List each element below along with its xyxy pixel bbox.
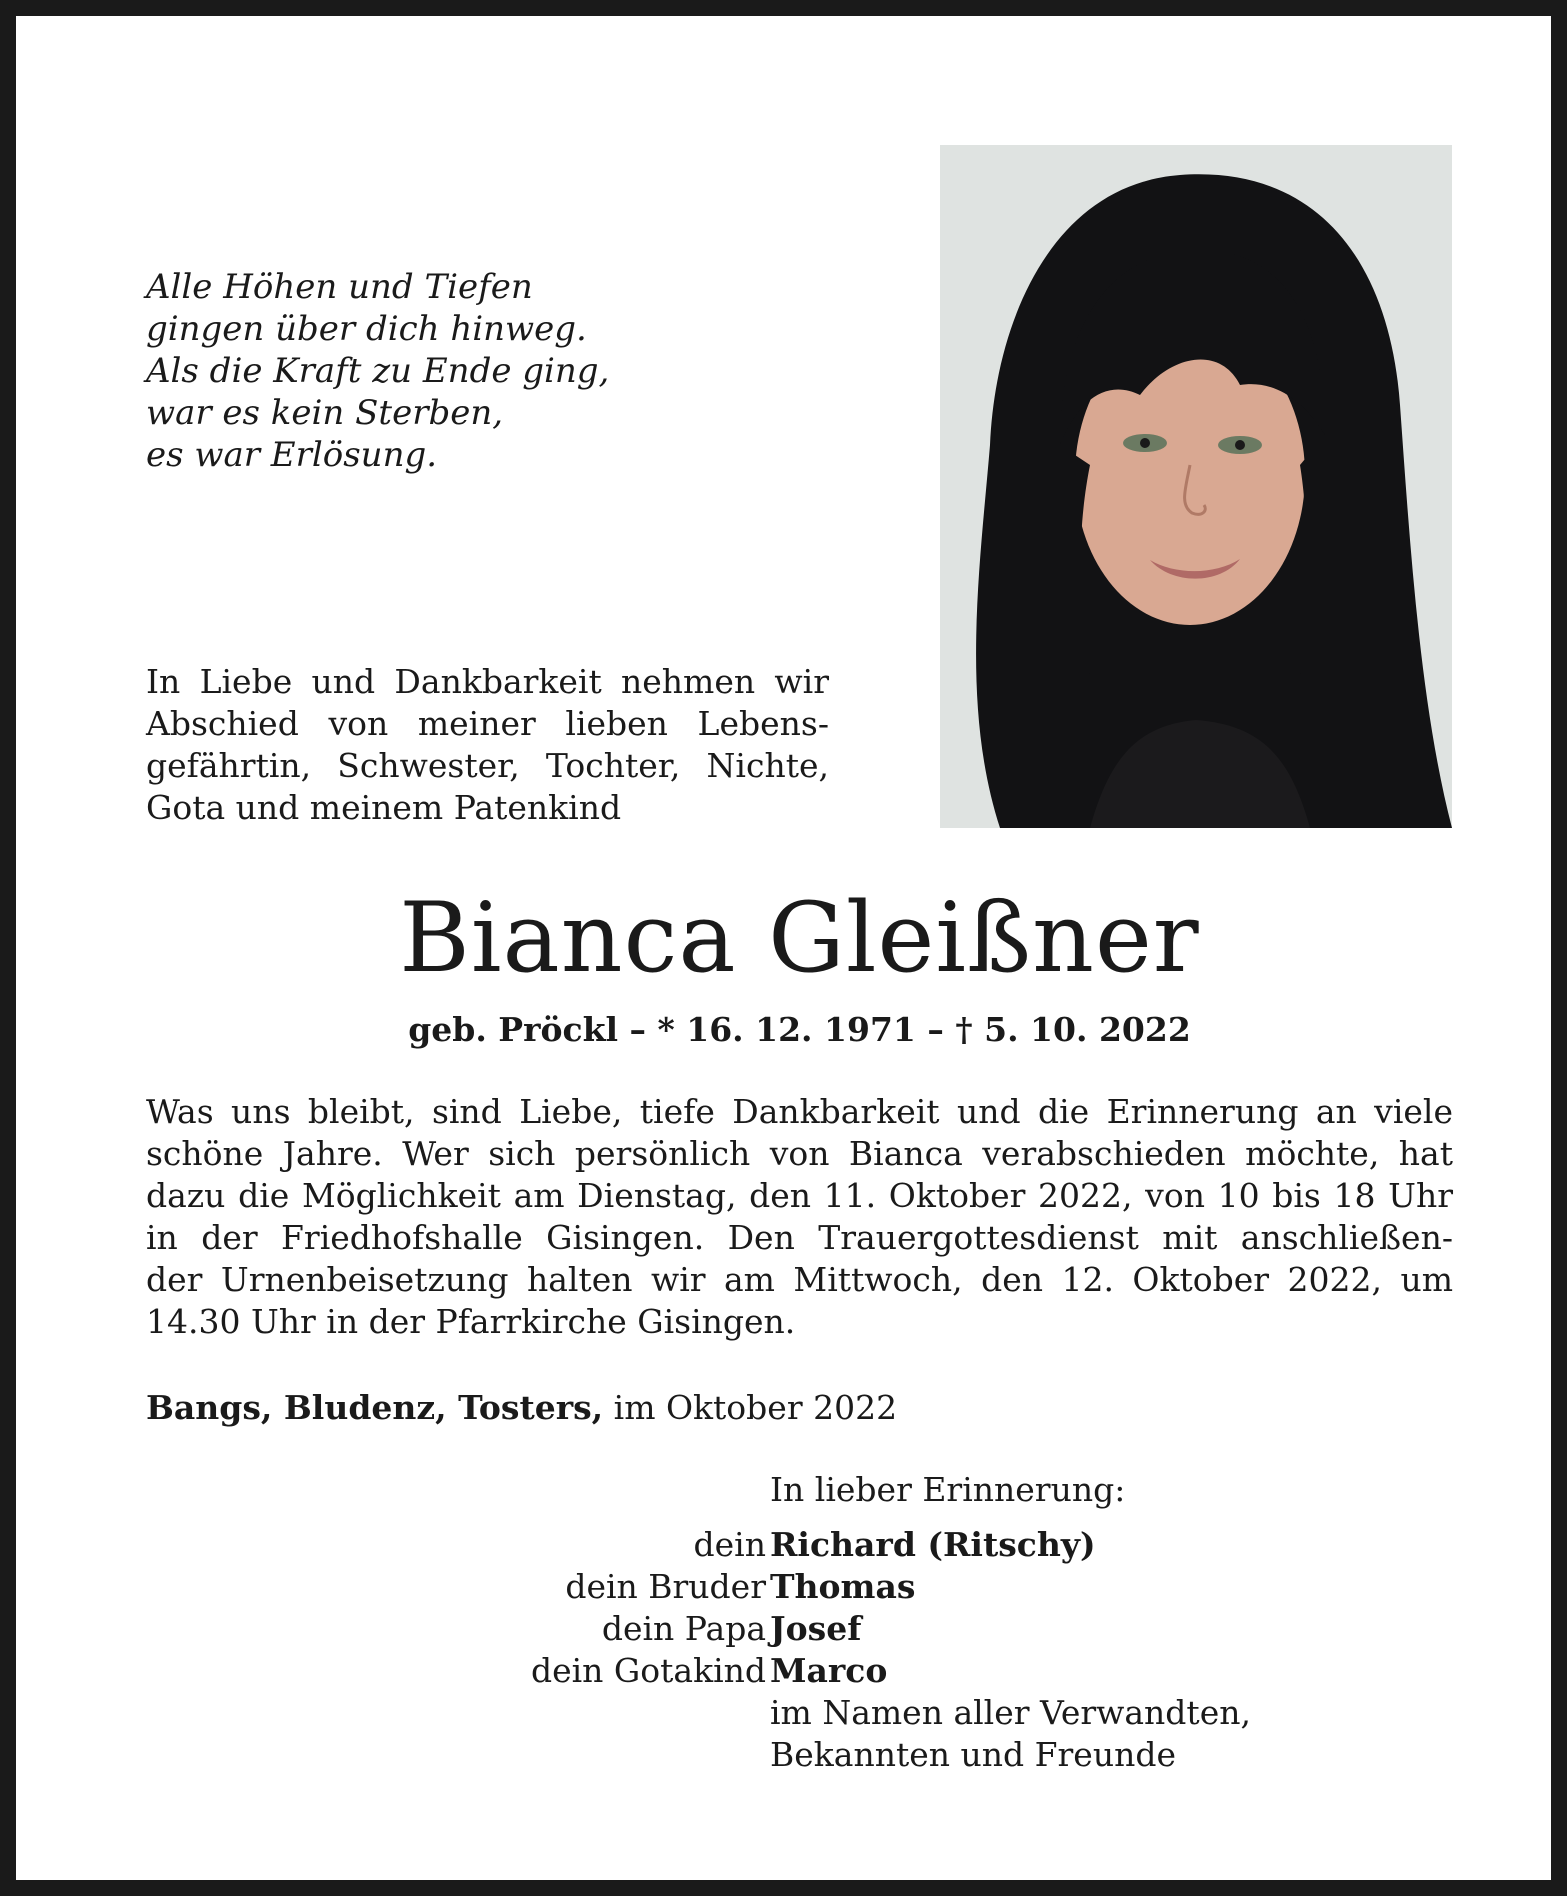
life-dates: geb. Pröckl – * 16. 12. 1971 – † 5. 10. 2022 — [408, 1010, 1191, 1049]
details-line: Was uns bleibt, sind Liebe, tiefe Dankbarkeit und die Erinnerung an viele — [146, 1092, 1453, 1131]
intro-line: gefährtin, Schwester, Tochter, Nichte, — [146, 746, 829, 785]
details-line: schöne Jahre. Wer sich persönlich von Bianca verabschieden möchte, hat — [146, 1134, 1453, 1173]
family-name: Thomas — [770, 1567, 916, 1606]
closing-line: Bekannten und Freunde — [770, 1735, 1176, 1774]
family-relation: dein Gotakind — [530, 1651, 766, 1690]
quote-line: Alle Höhen und Tiefen — [146, 267, 533, 307]
family-row — [396, 1650, 1296, 1692]
family-relation: dein Papa — [601, 1609, 766, 1648]
memorial-quote — [146, 266, 706, 476]
closing-lines — [770, 1692, 1251, 1776]
family-row — [396, 1524, 1296, 1566]
intro-line: In Liebe und Dankbarkeit nehmen wir — [146, 662, 829, 701]
funeral-details — [146, 1091, 1453, 1343]
family-list — [396, 1524, 1296, 1692]
family-name: Marco — [770, 1651, 888, 1690]
intro-line: Abschied von meiner lieben Lebens- — [146, 704, 829, 743]
quote-line: gingen über dich hinweg. — [146, 309, 587, 349]
farewell-intro — [146, 661, 829, 829]
closing-line: im Namen aller Verwandten, — [770, 1693, 1251, 1732]
place-date: im Oktober 2022 — [603, 1388, 898, 1427]
quote-line: es war Erlösung. — [146, 435, 438, 475]
details-line: in der Friedhofshalle Gisingen. Den Trauergottesdienst mit anschließen- — [146, 1218, 1453, 1257]
details-line: der Urnenbeisetzung halten wir am Mittwoch, den 12. Oktober 2022, um — [146, 1260, 1453, 1299]
quote-line: Als die Kraft zu Ende ging, — [146, 351, 610, 391]
family-relation: dein Bruder — [565, 1567, 766, 1606]
portrait-illustration — [940, 145, 1452, 828]
quote-line: war es kein Sterben, — [146, 393, 504, 433]
memory-heading: In lieber Erinnerung: — [770, 1470, 1126, 1509]
family-name: Josef — [770, 1609, 862, 1648]
details-line: 14.30 Uhr in der Pfarrkirche Gisingen. — [146, 1302, 796, 1341]
place-and-date — [146, 1387, 897, 1429]
details-line: dazu die Möglichkeit am Dienstag, den 11. Oktober 2022, von 10 bis 18 Uhr — [146, 1176, 1453, 1215]
family-name: Richard (Ritschy) — [770, 1525, 1096, 1564]
family-relation: dein — [693, 1525, 766, 1564]
family-row — [396, 1566, 1296, 1608]
portrait-photo — [940, 145, 1452, 828]
place-towns: Bangs, Bludenz, Tosters, — [146, 1388, 604, 1427]
deceased-name: Bianca Gleißner — [399, 882, 1200, 994]
family-row — [396, 1608, 1296, 1650]
intro-line: Gota und meinem Patenkind — [146, 788, 622, 827]
